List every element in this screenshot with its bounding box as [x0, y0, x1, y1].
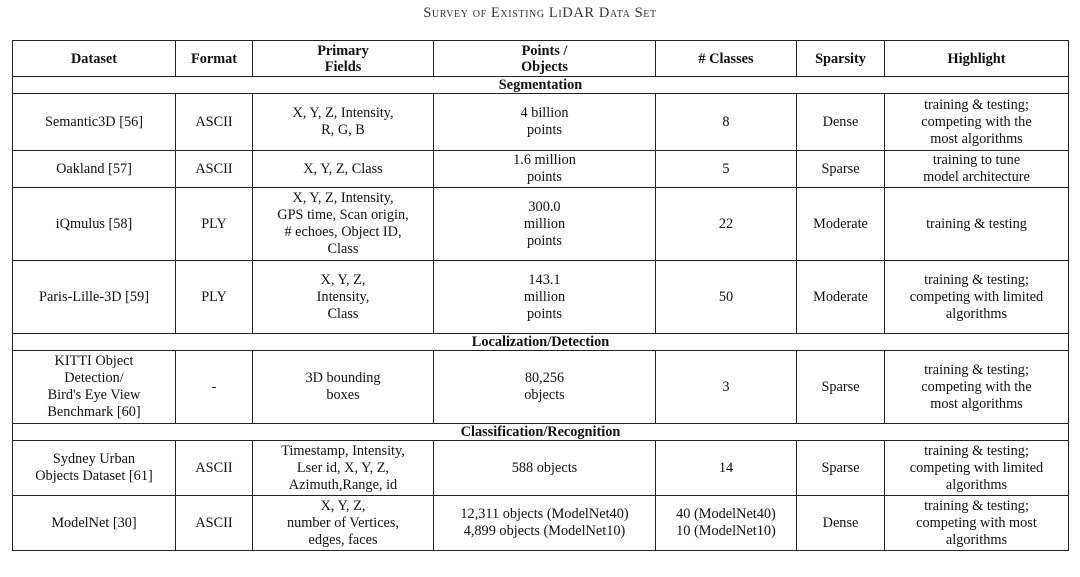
header-sparsity: Sparsity [797, 41, 885, 77]
cell-format: ASCII [176, 151, 253, 188]
cell-primary-fields [253, 188, 434, 261]
section-heading: Classification/Recognition [13, 424, 1069, 441]
cell-line: points [527, 122, 562, 138]
cell-line: Bird's Eye View [47, 387, 141, 403]
cell-line: 12,311 objects (ModelNet40) [460, 506, 629, 522]
cell-line: algorithms [945, 305, 1008, 322]
cell-line: training & testing; [924, 361, 1029, 378]
cell-line: 4 billion [520, 105, 569, 121]
cell-line: KITTI Object [54, 353, 134, 369]
cell-line: 3 [722, 378, 730, 395]
cell-classes [656, 151, 797, 188]
cell-line: 10 (ModelNet10) [676, 523, 776, 539]
section-row [13, 77, 1069, 94]
cell-line: GPS time, Scan origin, [277, 207, 409, 223]
header-primary-fields [253, 41, 434, 77]
cell-line: competing with limited [909, 459, 1044, 476]
cell-line: Timestamp, Intensity, [281, 442, 405, 459]
cell-line: objects [524, 387, 565, 403]
cell-line: ModelNet [30] [51, 514, 137, 531]
cell-points-objects [434, 496, 656, 551]
cell-line: training & testing; [924, 497, 1029, 514]
header-points-objects [434, 41, 656, 77]
cell-line: 80,256 [524, 370, 565, 386]
cell-line: million [523, 288, 566, 305]
cell-format: PLY [176, 188, 253, 261]
cell-format: ASCII [176, 496, 253, 551]
section-row [13, 424, 1069, 441]
cell-points-objects [434, 261, 656, 334]
cell-classes [656, 188, 797, 261]
cell-classes [656, 261, 797, 334]
cell-line: Class [327, 241, 359, 257]
table-row [13, 351, 1069, 424]
cell-primary-fields [253, 94, 434, 151]
cell-dataset [13, 188, 176, 261]
cell-classes [656, 94, 797, 151]
cell-highlight [885, 188, 1069, 261]
cell-line: X, Y, Z, Intensity, [292, 190, 394, 206]
cell-line: Lser id, X, Y, Z, [296, 459, 390, 476]
table-caption: Survey of Existing LiDAR Data Set [423, 5, 657, 21]
header-line: Fields [324, 58, 362, 75]
section-row [13, 334, 1069, 351]
cell-format: ASCII [176, 94, 253, 151]
cell-line: 14 [718, 459, 734, 476]
cell-dataset [13, 351, 176, 424]
cell-line: number of Vertices, [286, 514, 400, 531]
cell-line: most algorithms [930, 395, 1023, 412]
cell-classes [656, 441, 797, 496]
cell-line: most algorithms [930, 130, 1023, 147]
cell-line: Objects Dataset [61] [35, 468, 153, 484]
table-row [13, 441, 1069, 496]
cell-classes [656, 351, 797, 424]
cell-line: competing with most [916, 514, 1037, 531]
header-line: Points / [521, 42, 568, 59]
cell-points-objects [434, 188, 656, 261]
cell-sparsity: Moderate [797, 188, 885, 261]
cell-highlight [885, 441, 1069, 496]
cell-line: points [527, 305, 562, 322]
cell-sparsity: Dense [797, 496, 885, 551]
cell-dataset [13, 151, 176, 188]
header-line: Objects [521, 58, 568, 75]
cell-highlight [885, 351, 1069, 424]
cell-line: 50 [718, 288, 734, 305]
cell-line: 8 [722, 113, 730, 130]
cell-line: Semantic3D [56] [44, 113, 144, 130]
cell-line: 40 (ModelNet40) [676, 506, 776, 522]
cell-line: Class [327, 305, 359, 322]
cell-line: 22 [718, 215, 734, 232]
cell-line: Azimuth,Range, id [288, 476, 398, 493]
table-row [13, 94, 1069, 151]
cell-dataset [13, 261, 176, 334]
section-heading: Segmentation [13, 77, 1069, 94]
cell-highlight [885, 261, 1069, 334]
cell-sparsity: Sparse [797, 151, 885, 188]
table-row [13, 151, 1069, 188]
cell-points-objects [434, 441, 656, 496]
header-highlight: Highlight [885, 41, 1069, 77]
cell-line: training & testing; [924, 96, 1029, 113]
header-line: Primary [317, 42, 369, 59]
cell-line: training & testing [926, 215, 1027, 232]
cell-line: competing with the [921, 113, 1032, 130]
cell-line: 143.1 [528, 271, 561, 288]
cell-primary-fields [253, 351, 434, 424]
cell-line: Detection/ [64, 370, 124, 386]
cell-line: points [527, 169, 562, 185]
cell-line: algorithms [945, 476, 1008, 493]
cell-line: Intensity, [316, 288, 370, 305]
cell-points-objects [434, 151, 656, 188]
cell-line: X, Y, Z, [320, 271, 366, 288]
cell-dataset [13, 441, 176, 496]
cell-line: 1.6 million [513, 152, 576, 168]
cell-line: boxes [326, 387, 360, 403]
cell-line: Benchmark [60] [47, 404, 141, 420]
cell-line: competing with the [921, 378, 1032, 395]
cell-primary-fields [253, 496, 434, 551]
cell-line: 588 objects [511, 459, 578, 476]
cell-line: edges, faces [308, 531, 378, 548]
table-row [13, 261, 1069, 334]
cell-line: Paris-Lille-3D [59] [39, 288, 149, 305]
cell-points-objects [434, 94, 656, 151]
cell-line: training & testing; [924, 442, 1029, 459]
cell-points-objects [434, 351, 656, 424]
lidar-dataset-table [12, 40, 1069, 551]
header-dataset: Dataset [13, 41, 176, 77]
cell-highlight [885, 94, 1069, 151]
cell-primary-fields [253, 151, 434, 188]
header-classes: # Classes [656, 41, 797, 77]
cell-line: X, Y, Z, Intensity, [292, 105, 394, 121]
cell-sparsity: Sparse [797, 351, 885, 424]
table-row [13, 188, 1069, 261]
cell-line: training to tune [932, 152, 1021, 168]
cell-line: algorithms [945, 531, 1008, 548]
cell-line: Sydney Urban [52, 451, 136, 467]
cell-line: training & testing; [924, 271, 1029, 288]
cell-line: # echoes, Object ID, [284, 224, 402, 240]
cell-sparsity: Sparse [797, 441, 885, 496]
cell-classes [656, 496, 797, 551]
header-row [13, 41, 1069, 77]
cell-dataset [13, 496, 176, 551]
cell-line: X, Y, Z, Class [303, 160, 383, 177]
header-format: Format [176, 41, 253, 77]
cell-format: PLY [176, 261, 253, 334]
cell-highlight [885, 151, 1069, 188]
cell-line: 3D bounding [305, 370, 381, 386]
cell-primary-fields [253, 261, 434, 334]
cell-line: Oakland [57] [56, 160, 132, 177]
cell-line: points [527, 232, 562, 249]
cell-line: 4,899 objects (ModelNet10) [463, 523, 626, 539]
section-heading: Localization/Detection [13, 334, 1069, 351]
cell-primary-fields [253, 441, 434, 496]
cell-line: iQmulus [58] [55, 215, 133, 232]
cell-sparsity: Moderate [797, 261, 885, 334]
cell-line: X, Y, Z, [320, 497, 366, 514]
cell-line: model architecture [923, 169, 1030, 185]
cell-highlight [885, 496, 1069, 551]
cell-line: 300.0 [528, 198, 561, 215]
cell-dataset [13, 94, 176, 151]
cell-format: ASCII [176, 441, 253, 496]
cell-line: million [523, 215, 566, 232]
cell-line: R, G, B [321, 122, 365, 138]
cell-sparsity: Dense [797, 94, 885, 151]
cell-line: 5 [722, 160, 730, 177]
table-row [13, 496, 1069, 551]
cell-line: competing with limited [909, 288, 1044, 305]
cell-format: - [176, 351, 253, 424]
